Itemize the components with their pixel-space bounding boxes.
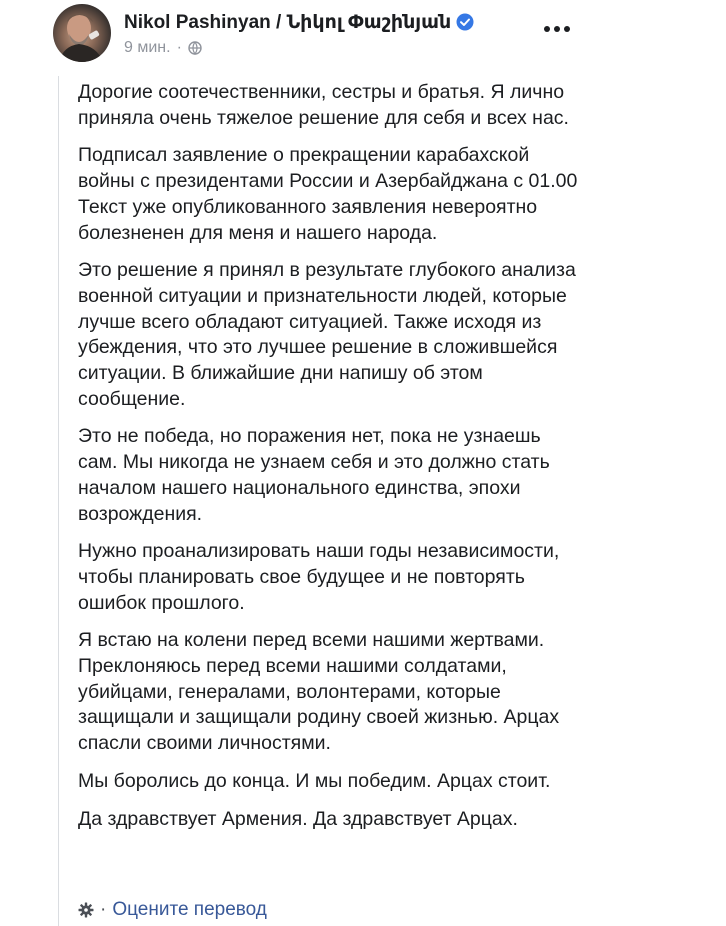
rate-translation-link[interactable]: Оцените перевод — [112, 899, 267, 920]
post-divider — [58, 76, 59, 926]
more-options-button[interactable] — [537, 17, 577, 41]
post-paragraph: Я встаю на колени перед всеми нашими жертвами. Преклоняюсь перед всеми нашими солдатами, убийцами, генералами, волонтерами, которые защищали и защищали родину своей жизнью. Арцах спасли своими личностями. — [78, 629, 560, 755]
post-paragraph: Дорогие соотечественники, сестры и братья. Я лично приняла очень тяжелое решение для себя и всех нас. — [78, 81, 569, 129]
globe-icon[interactable] — [188, 41, 202, 55]
more-options-icon — [564, 26, 570, 32]
post-paragraph: Мы боролись до конца. И мы победим. Арцах стоит. — [78, 769, 551, 792]
translation-rating — [78, 898, 267, 922]
post-meta — [124, 38, 202, 58]
verified-badge-icon — [456, 13, 474, 31]
gear-icon[interactable] — [78, 902, 94, 918]
post-paragraph: Это не победа, но поражения нет, пока не узнаешь сам. Мы никогда не узнаем себя и это должно стать началом нашего национального единства, эпохи возрождения. — [78, 425, 550, 525]
post-paragraph: Нужно проанализировать наши годы независимости, чтобы планировать свое будущее и не повторять ошибок прошлого. — [78, 540, 560, 614]
more-options-icon — [554, 26, 560, 32]
more-options-icon — [544, 26, 550, 32]
post-paragraph: Это решение я принял в результате глубокого анализа военной ситуации и признательности людей, которые лучше всего обладают ситуацией. Также исходя из убеждения, что это лучшее решение в сложившейся ситуации. В ближайшие дни напишу об этом сообщение. — [78, 259, 576, 410]
post-paragraph: Да здравствует Армения. Да здравствует Арцах. — [78, 807, 518, 830]
post-body — [78, 80, 578, 844]
avatar-photo — [53, 4, 111, 62]
post-timestamp[interactable]: 9 мин. — [124, 39, 171, 56]
author-name[interactable]: Nikol Pashinyan / Նիկոլ Փաշինյան — [124, 11, 452, 33]
translate-separator: · — [100, 899, 107, 920]
post-paragraph: Подписал заявление о прекращении карабахской войны с президентами России и Азербайджана с 01.00 Текст уже опубликованного заявления невероятно болезненен для меня и нашего народа. — [78, 144, 578, 244]
meta-separator: · — [176, 39, 182, 56]
post-header — [0, 0, 726, 70]
author-avatar[interactable] — [53, 4, 111, 62]
